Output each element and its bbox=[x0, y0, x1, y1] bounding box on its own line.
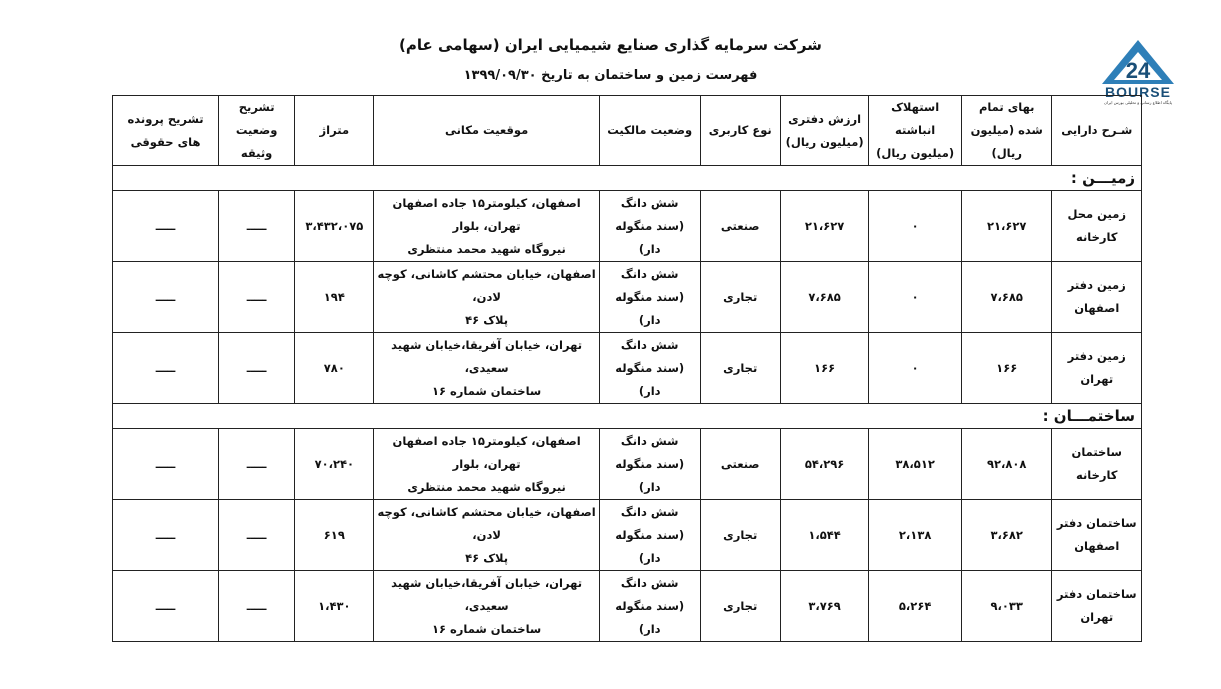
section-row bbox=[113, 166, 1142, 191]
location bbox=[374, 500, 599, 571]
depreciation-value: ۳۸،۵۱۲ bbox=[869, 429, 962, 500]
ownership-status-line: (سند منگوله دار) bbox=[615, 360, 685, 398]
ownership-status-line: شش دانگ bbox=[620, 504, 679, 519]
column-header: استهلاک انباشته (میلیون ریال) bbox=[869, 96, 962, 166]
collateral-status: ـــــ bbox=[219, 333, 295, 404]
page-subtitle: فهرست زمین و ساختمان به تاریخ ۱۳۹۹/۰۹/۳۰ bbox=[463, 68, 758, 83]
column-header: تشریح پرونده های حقوقی bbox=[113, 96, 219, 166]
location-line: اصفهان، کیلومتر۱۵ جاده اصفهان تهران، بلوار bbox=[392, 433, 581, 471]
asset-description: زمین دفتر تهران bbox=[1052, 333, 1142, 404]
location bbox=[374, 191, 599, 262]
location-line: اصفهان، کیلومتر۱۵ جاده اصفهان تهران، بلوار bbox=[392, 195, 581, 233]
ownership-status-line: شش دانگ bbox=[620, 195, 679, 210]
location-line: پلاک ۴۶ bbox=[465, 550, 509, 565]
table-header-row bbox=[113, 96, 1142, 166]
cost-value: ۹۲،۸۰۸ bbox=[961, 429, 1052, 500]
location bbox=[374, 262, 599, 333]
ownership-status bbox=[599, 500, 700, 571]
location-line: نیروگاه شهید محمد منتظری bbox=[407, 479, 566, 494]
book-value: ۷،۶۸۵ bbox=[780, 262, 868, 333]
book-value: ۱،۵۴۴ bbox=[780, 500, 868, 571]
column-header: تشریح وضعیت وثیقه bbox=[219, 96, 295, 166]
collateral-status: ـــــ bbox=[219, 262, 295, 333]
cost-value: ۳،۶۸۲ bbox=[961, 500, 1052, 571]
ownership-status-line: شش دانگ bbox=[620, 433, 679, 448]
location-line: اصفهان، خیابان محتشم کاشانی، کوچه لادن، bbox=[377, 504, 596, 542]
area-value: ۶۱۹ bbox=[295, 500, 374, 571]
book-value: ۵۴،۲۹۶ bbox=[780, 429, 868, 500]
area-value: ۱۹۴ bbox=[295, 262, 374, 333]
ownership-status bbox=[599, 429, 700, 500]
collateral-status: ـــــ bbox=[219, 429, 295, 500]
asset-description: زمین دفتر اصفهان bbox=[1052, 262, 1142, 333]
section-label: ساختمـــان : bbox=[113, 404, 1142, 429]
legal-cases: ـــــ bbox=[113, 571, 219, 642]
usage-type: تجاری bbox=[700, 262, 780, 333]
svg-text:24: 24 bbox=[1125, 58, 1151, 83]
location-line: ساختمان شماره ۱۶ bbox=[431, 383, 542, 398]
depreciation-value: ۰ bbox=[869, 333, 962, 404]
area-value: ۳،۴۳۲،۰۷۵ bbox=[295, 191, 374, 262]
location-line: نیروگاه شهید محمد منتظری bbox=[407, 241, 566, 256]
usage-type: صنعتی bbox=[700, 191, 780, 262]
book-value: ۱۶۶ bbox=[780, 333, 868, 404]
legal-cases: ـــــ bbox=[113, 262, 219, 333]
column-header: ارزش دفتری (میلیون ریال) bbox=[780, 96, 868, 166]
column-header: موقعیت مکانی bbox=[374, 96, 599, 166]
depreciation-value: ۲،۱۳۸ bbox=[869, 500, 962, 571]
collateral-status: ـــــ bbox=[219, 571, 295, 642]
section-label: زمیـــن : bbox=[113, 166, 1142, 191]
collateral-status: ـــــ bbox=[219, 500, 295, 571]
location-line: تهران، خیابان آفریقا،خیابان شهید سعیدی، bbox=[391, 337, 583, 375]
usage-type: تجاری bbox=[700, 571, 780, 642]
table-row bbox=[113, 429, 1142, 500]
area-value: ۷۰،۲۴۰ bbox=[295, 429, 374, 500]
bourse-logo-icon bbox=[1098, 38, 1178, 86]
location-line: اصفهان، خیابان محتشم کاشانی، کوچه لادن، bbox=[377, 266, 596, 304]
ownership-status-line: شش دانگ bbox=[620, 575, 679, 590]
usage-type: تجاری bbox=[700, 333, 780, 404]
location bbox=[374, 429, 599, 500]
logo-brand: BOURSE bbox=[1105, 84, 1171, 100]
ownership-status bbox=[599, 571, 700, 642]
legal-cases: ـــــ bbox=[113, 191, 219, 262]
area-value: ۷۸۰ bbox=[295, 333, 374, 404]
location bbox=[374, 571, 599, 642]
column-header: بهای تمام شده (میلیون ریال) bbox=[961, 96, 1052, 166]
area-value: ۱،۴۳۰ bbox=[295, 571, 374, 642]
ownership-status-line: شش دانگ bbox=[620, 266, 679, 281]
location-line: تهران، خیابان آفریقا،خیابان شهید سعیدی، bbox=[391, 575, 583, 613]
ownership-status-line: (سند منگوله دار) bbox=[615, 598, 685, 636]
book-value: ۲۱،۶۲۷ bbox=[780, 191, 868, 262]
asset-description: ساختمان دفتر تهران bbox=[1052, 571, 1142, 642]
cost-value: ۷،۶۸۵ bbox=[961, 262, 1052, 333]
ownership-status bbox=[599, 262, 700, 333]
page-title: شرکت سرمایه گذاری صنایع شیمیایی ایران (سهامی عام) bbox=[399, 36, 822, 54]
table-row bbox=[113, 571, 1142, 642]
legal-cases: ـــــ bbox=[113, 500, 219, 571]
asset-description: ساختمان دفتر اصفهان bbox=[1052, 500, 1142, 571]
table-row bbox=[113, 500, 1142, 571]
collateral-status: ـــــ bbox=[219, 191, 295, 262]
cost-value: ۹،۰۳۳ bbox=[961, 571, 1052, 642]
depreciation-value: ۵،۲۶۴ bbox=[869, 571, 962, 642]
table-row bbox=[113, 262, 1142, 333]
legal-cases: ـــــ bbox=[113, 429, 219, 500]
location-line: ساختمان شماره ۱۶ bbox=[431, 621, 542, 636]
section-row bbox=[113, 404, 1142, 429]
table-row bbox=[113, 333, 1142, 404]
ownership-status bbox=[599, 191, 700, 262]
depreciation-value: ۰ bbox=[869, 191, 962, 262]
cost-value: ۱۶۶ bbox=[961, 333, 1052, 404]
ownership-status-line: (سند منگوله دار) bbox=[615, 527, 685, 565]
column-header: شـرح دارایی bbox=[1052, 96, 1142, 166]
ownership-status-line: (سند منگوله دار) bbox=[615, 218, 685, 256]
logo-tagline: پایگاه اطلاع رسانی و تحلیلی بورس ایران bbox=[1104, 100, 1172, 105]
usage-type: صنعتی bbox=[700, 429, 780, 500]
asset-description: زمین محل کارخانه bbox=[1052, 191, 1142, 262]
assets-table bbox=[112, 95, 1142, 642]
location-line: پلاک ۴۶ bbox=[465, 312, 509, 327]
legal-cases: ـــــ bbox=[113, 333, 219, 404]
ownership-status-line: (سند منگوله دار) bbox=[615, 456, 685, 494]
column-header: نوع کاربری bbox=[700, 96, 780, 166]
column-header: وضعیت مالکیت bbox=[599, 96, 700, 166]
ownership-status-line: شش دانگ bbox=[620, 337, 679, 352]
location bbox=[374, 333, 599, 404]
cost-value: ۲۱،۶۲۷ bbox=[961, 191, 1052, 262]
usage-type: تجاری bbox=[700, 500, 780, 571]
book-value: ۳،۷۶۹ bbox=[780, 571, 868, 642]
table-row bbox=[113, 191, 1142, 262]
ownership-status bbox=[599, 333, 700, 404]
depreciation-value: ۰ bbox=[869, 262, 962, 333]
column-header: متراژ bbox=[295, 96, 374, 166]
asset-description: ساختمان کارخانه bbox=[1052, 429, 1142, 500]
ownership-status-line: (سند منگوله دار) bbox=[615, 289, 685, 327]
